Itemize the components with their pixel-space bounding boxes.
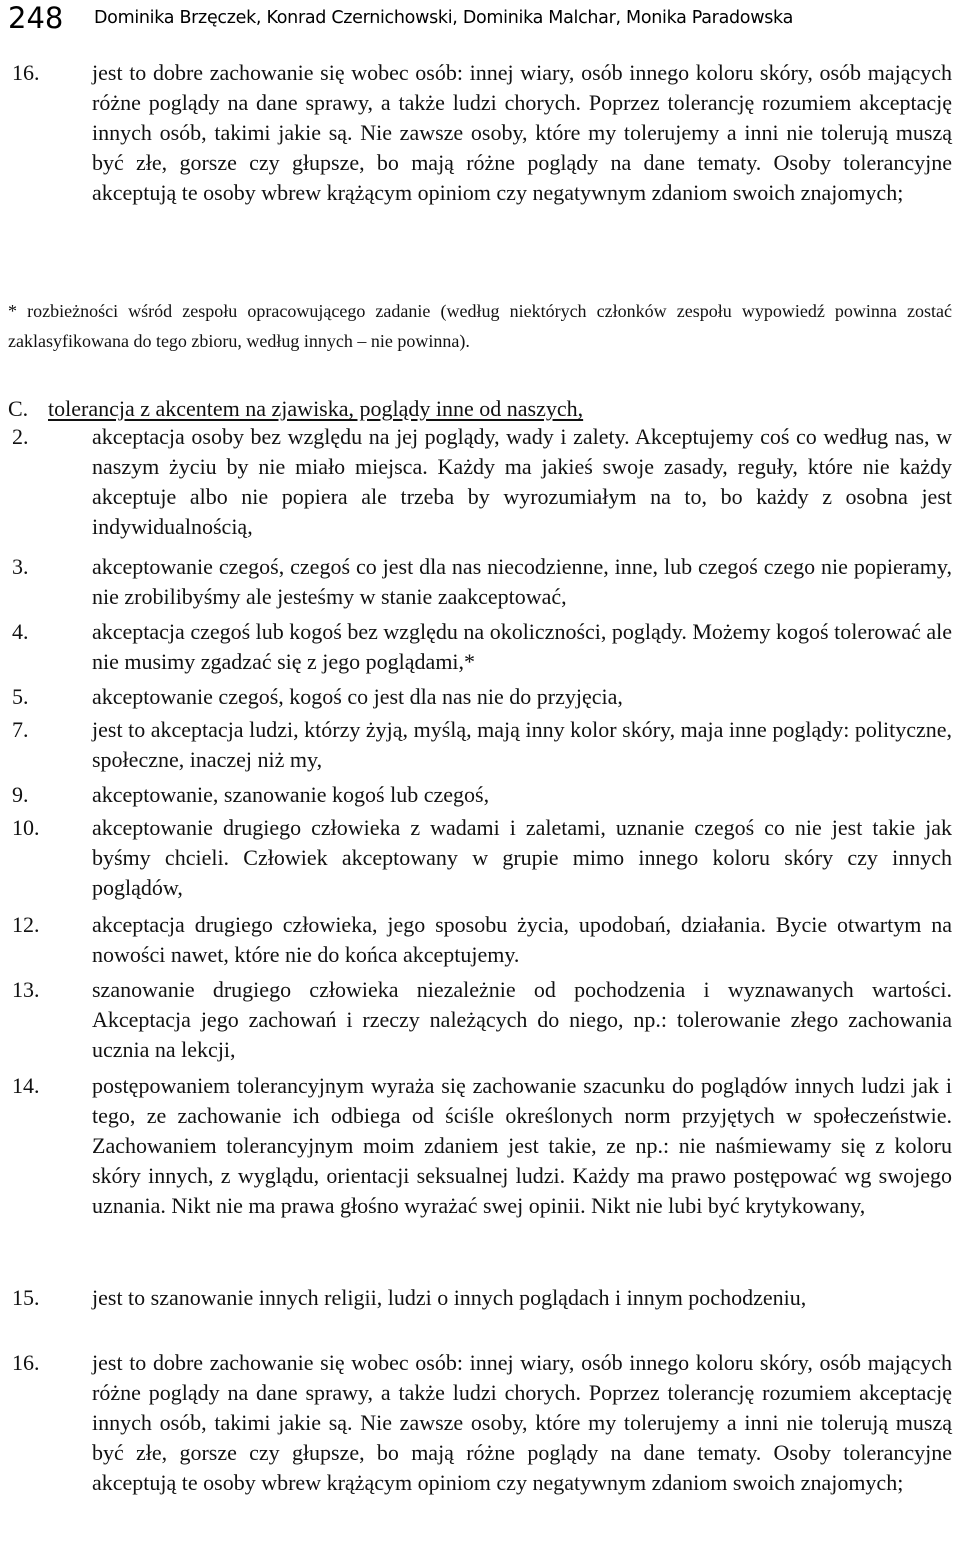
item-text: postępowaniem tolerancyjnym wyraża się zachowanie szacunku do poglądów innych ludzi jak i tego, ze zachowanie ich odbiega od ściśle określonych norm przyjętych w społeczeństwie. Zachowaniem tolerancyjnym moim zdaniem jest takie, ze np.: nie naśmiewamy się z koloru skóry innych, z wyglądu, orientacji seksualnej ludzi. Każdy ma prawo postępować wg swojego uznania. Nikt nie ma prawa głośno wyrażać swej opinii. Nikt nie lubi być krytykowany, [92,1073,952,1218]
item-text: akceptowanie czegoś, kogoś co jest dla nas nie do przyjęcia, [92,684,623,709]
item-number: 16. [12,1350,40,1375]
section-letter: C. [8,396,29,421]
footnote: * rozbieżności wśród zespołu opracowującego zadanie (według niektórych członków zespołu wypowiedź powinna zostać zaklasyfikowana do tego zbioru, według innych – nie powinna). [8,301,952,351]
item-text: jest to dobre zachowanie się wobec osób: innej wiary, osób innego koloru skóry, osób mających różne poglądy na dane sprawy, a także ludzi chorych. Poprzez tolerancję rozumiem akceptację innych osób, takimi jakie są. Nie zawsze osoby, które my tolerujemy a inni nie tolerują muszą być złe, gorsze czy głupsze, bo mają różne poglądy na dane tematy. Osoby tolerancyjne akceptują te osoby wbrew krążącym opiniom czy negatywnym zdaniom swoich znajomych; [92,1350,952,1495]
item-number: 14. [12,1073,40,1098]
item-text: akceptacja osoby bez względu na jej poglądy, wady i zalety. Akceptujemy coś co według nas, w naszym życiu by nie miało miejsca. Każdy ma jakieś swoje zasady, reguły, które nie każdy akceptuje albo nie popiera ale trzeba by wyrozumiałym na to, bo każdy z osobna jest indywidualnością, [92,424,952,539]
item-number: 15. [12,1285,40,1310]
item-number: 5. [12,684,29,709]
section-title: tolerancja z akcentem na zjawiska, poglądy inne od naszych, [48,396,584,421]
item-number: 12. [12,912,40,937]
section-heading [0,394,960,424]
item-text: akceptacja czegoś lub kogoś bez względu na okoliczności, poglądy. Możemy kogoś tolerować ale nie musimy zgadzać się z jego poglądami,* [92,619,952,674]
item-number: 2. [12,424,29,449]
running-header [0,0,960,36]
item-text: jest to szanowanie innych religii, ludzi o innych poglądach i innym pochodzeniu, [92,1285,807,1310]
item-text: akceptowanie czegoś, czegoś co jest dla nas niecodzienne, inne, lub czegoś czego nie popieramy, nie zrobilibyśmy ale jesteśmy w stanie zaakceptować, [92,554,952,609]
item-text: akceptacja drugiego człowieka, jego sposobu życia, upodobań, działania. Bycie otwartym na nowości nawet, które nie do końca akceptujemy. [92,912,952,967]
item-text: szanowanie drugiego człowieka niezależnie od pochodzenia i wyznawanych wartości. Akceptacja jego zachowań i rzeczy należących do niego, np.: tolerowanie złego zachowania ucznia na lekcji, [92,977,952,1062]
item-number: 16. [12,60,40,85]
item-text: akceptowanie drugiego człowieka z wadami i zaletami, uznanie czegoś co nie jest takie jak byśmy chcieli. Człowiek akceptowany w grupie mimo innego koloru skóry czy innych poglądów, [92,815,952,900]
header-authors: Dominika Brzęczek, Konrad Czernichowski, Dominika Malchar, Monika Paradowska [94,8,793,28]
page-number: 248 [8,1,64,35]
item-number: 7. [12,717,29,742]
item-number: 3. [12,554,29,579]
item-text: jest to dobre zachowanie się wobec osób: innej wiary, osób innego koloru skóry, osób mających różne poglądy na dane sprawy, a także ludzi chorych. Poprzez tolerancję rozumiem akceptację innych osób, takimi jakie są. Nie zawsze osoby, które my tolerujemy a inni nie tolerują muszą być złe, gorsze czy głupsze, bo mają różne poglądy na dane tematy. Osoby tolerancyjne akceptują te osoby wbrew krążącym opiniom czy negatywnym zdaniom swoich znajomych; [92,60,952,205]
item-number: 10. [12,815,40,840]
item-number: 9. [12,782,29,807]
item-text: jest to akceptacja ludzi, którzy żyją, myślą, mają inny kolor skóry, maja inne poglądy: polityczne, społeczne, inaczej niż my, [92,717,952,772]
item-number: 4. [12,619,29,644]
item-text: akceptowanie, szanowanie kogoś lub czegoś, [92,782,490,807]
item-number: 13. [12,977,40,1002]
